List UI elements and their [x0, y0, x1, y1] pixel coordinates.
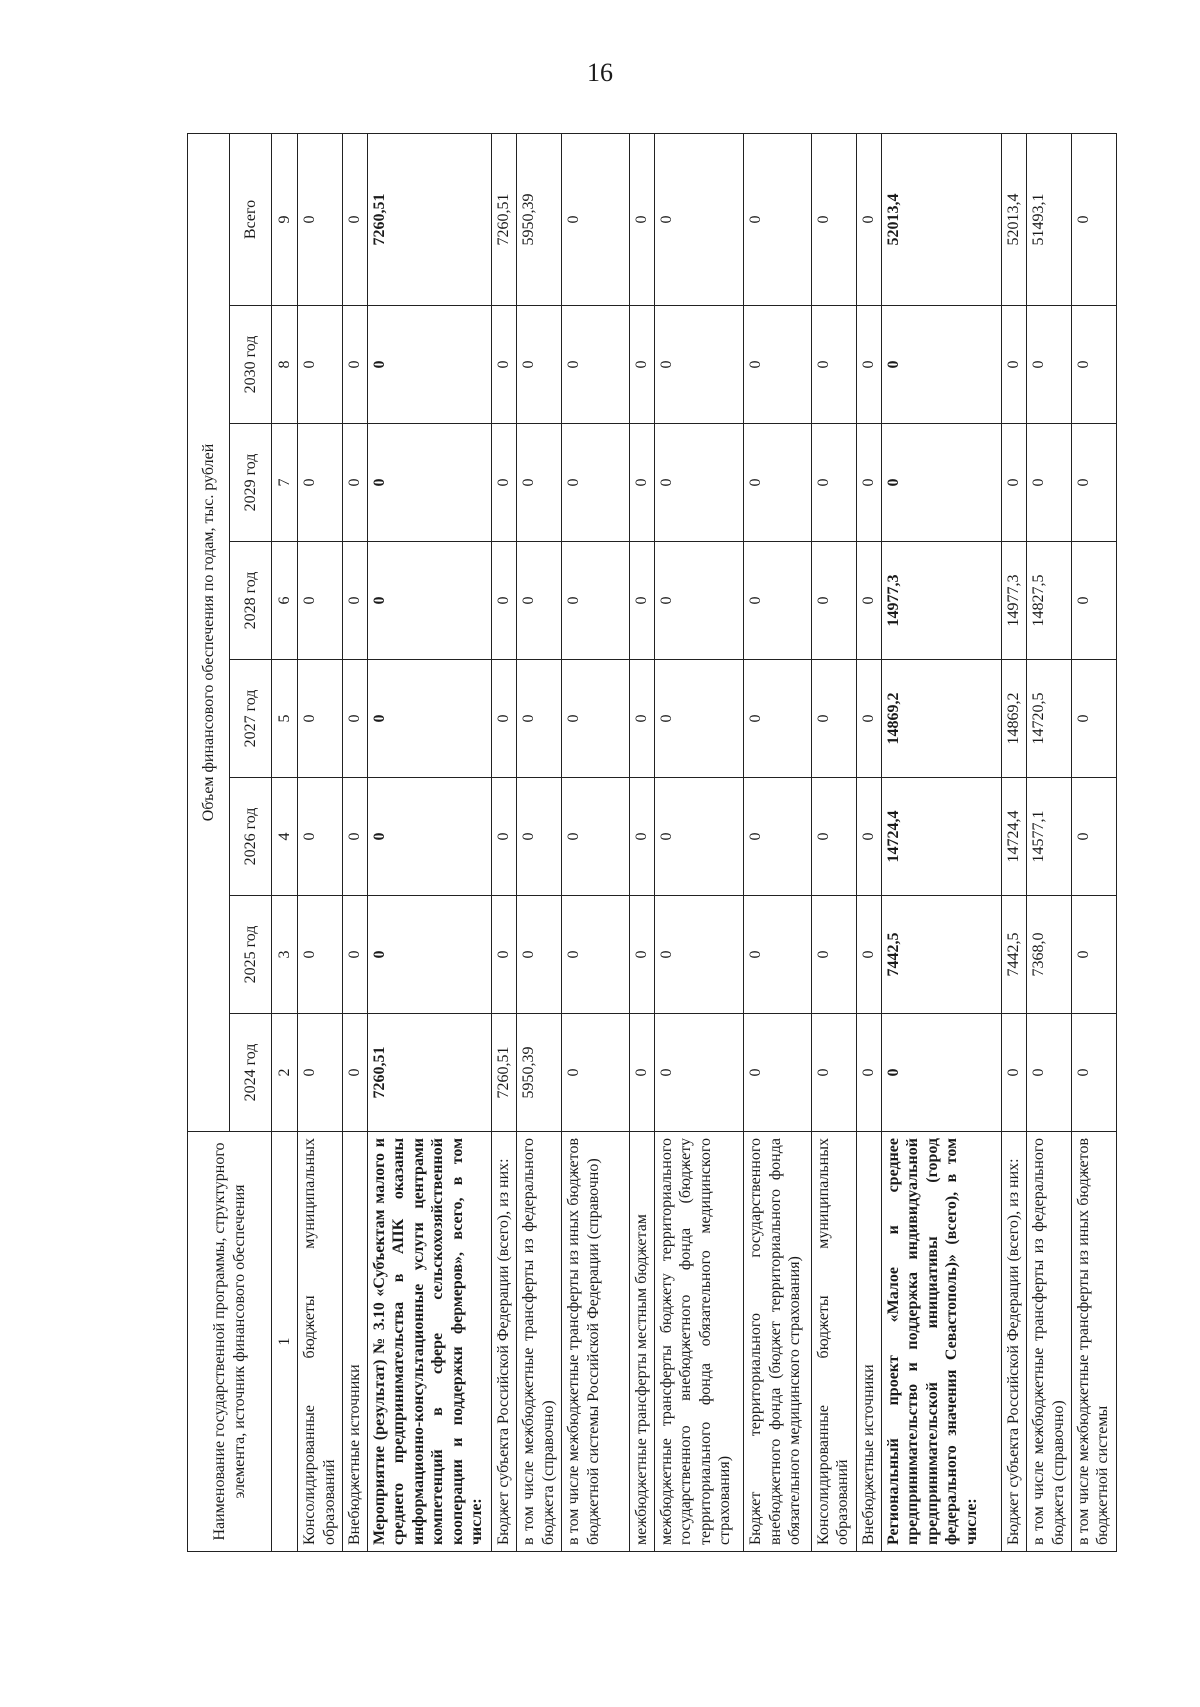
value-2030: 0	[1027, 306, 1072, 424]
table-row	[298, 133, 343, 1551]
value-2024: 0	[562, 1014, 629, 1132]
value-2025: 0	[562, 896, 629, 1014]
value-2026: 0	[811, 778, 856, 896]
value-2027: 0	[856, 660, 881, 778]
value-2026: 0	[342, 778, 367, 896]
value-2029: 0	[492, 424, 517, 542]
header-name-column: Наименование государственной программы, структурного элемента, источник финансового обеспечения	[188, 1132, 272, 1552]
value-2027: 0	[562, 660, 629, 778]
row-name: Бюджет территориального государственного внебюджетного фонда (бюджет территориального фонда обязательного медицинского страхования)	[744, 1132, 811, 1552]
value-2030: 0	[744, 306, 811, 424]
value-total: 0	[562, 133, 629, 305]
value-2025: 7368,0	[1027, 896, 1072, 1014]
value-2028: 0	[562, 542, 629, 660]
value-2024: 0	[856, 1014, 881, 1132]
value-2026: 0	[367, 778, 492, 896]
value-2025: 0	[298, 896, 343, 1014]
value-2025: 0	[1071, 896, 1116, 1014]
value-2025: 0	[492, 896, 517, 1014]
value-2024: 0	[298, 1014, 343, 1132]
value-total: 0	[629, 133, 654, 305]
value-2025: 0	[654, 896, 744, 1014]
value-total: 0	[856, 133, 881, 305]
value-2029: 0	[1002, 424, 1027, 542]
value-2030: 0	[811, 306, 856, 424]
value-2029: 0	[298, 424, 343, 542]
value-2028: 0	[744, 542, 811, 660]
value-2027: 14720,5	[1027, 660, 1072, 778]
table-row	[744, 133, 811, 1551]
value-2029: 0	[1027, 424, 1072, 542]
row-name: Региональный проект «Малое и среднее предпринимательство и поддержка индивидуальной предпринимательской инициативы (город федерального значения Севастополь)» (всего), в том числе:	[881, 1132, 1001, 1552]
value-2029: 0	[856, 424, 881, 542]
value-2028: 0	[367, 542, 492, 660]
value-2030: 0	[654, 306, 744, 424]
value-2024: 7260,51	[492, 1014, 517, 1132]
value-2027: 0	[492, 660, 517, 778]
index-cell: 8	[272, 306, 298, 424]
row-name: межбюджетные трансферты местным бюджетам	[629, 1132, 654, 1552]
value-2026: 0	[744, 778, 811, 896]
table-row	[367, 133, 492, 1551]
value-2030: 0	[517, 306, 562, 424]
value-2028: 14827,5	[1027, 542, 1072, 660]
value-2027: 0	[367, 660, 492, 778]
value-2029: 0	[744, 424, 811, 542]
value-2024: 0	[881, 1014, 1001, 1132]
header-year-2026: 2026 год	[230, 778, 272, 896]
value-2028: 0	[1071, 542, 1116, 660]
value-2024: 0	[654, 1014, 744, 1132]
value-2028: 14977,3	[1002, 542, 1027, 660]
value-2030: 0	[1002, 306, 1027, 424]
value-2030: 0	[629, 306, 654, 424]
value-2026: 0	[517, 778, 562, 896]
value-2029: 0	[562, 424, 629, 542]
value-total: 7260,51	[367, 133, 492, 305]
row-name: Внебюджетные источники	[856, 1132, 881, 1552]
row-name: Бюджет субъекта Российской Федерации (всего), из них:	[1002, 1132, 1027, 1552]
value-2024: 0	[629, 1014, 654, 1132]
value-2024: 0	[1071, 1014, 1116, 1132]
header-year-2024: 2024 год	[230, 1014, 272, 1132]
value-2026: 14724,4	[1002, 778, 1027, 896]
table-row	[1071, 133, 1116, 1551]
value-total: 52013,4	[1002, 133, 1027, 305]
value-2025: 0	[629, 896, 654, 1014]
table-row	[342, 133, 367, 1551]
value-2027: 0	[744, 660, 811, 778]
value-total: 52013,4	[881, 133, 1001, 305]
value-2029: 0	[342, 424, 367, 542]
value-2030: 0	[562, 306, 629, 424]
header-year-2028: 2028 год	[230, 542, 272, 660]
row-name: Внебюджетные источники	[342, 1132, 367, 1552]
header-year-2025: 2025 год	[230, 896, 272, 1014]
value-2024: 0	[811, 1014, 856, 1132]
value-2028: 0	[856, 542, 881, 660]
header-year-2030: 2030 год	[230, 306, 272, 424]
value-total: 0	[744, 133, 811, 305]
row-name: в том числе межбюджетные трансферты из иных бюджетов бюджетной системы	[1071, 1132, 1116, 1552]
rotated-table-container	[187, 134, 1117, 1552]
header-year-2027: 2027 год	[230, 660, 272, 778]
value-2029: 0	[811, 424, 856, 542]
value-total: 0	[342, 133, 367, 305]
value-2025: 0	[744, 896, 811, 1014]
table-row	[1002, 133, 1027, 1551]
budget-table	[187, 133, 1117, 1552]
value-2025: 0	[517, 896, 562, 1014]
value-total: 5950,39	[517, 133, 562, 305]
value-2029: 0	[654, 424, 744, 542]
value-2026: 0	[562, 778, 629, 896]
table-row	[654, 133, 744, 1551]
value-2024: 7260,51	[367, 1014, 492, 1132]
value-2026: 0	[629, 778, 654, 896]
value-2029: 0	[517, 424, 562, 542]
row-name: в том числе межбюджетные трансферты из федерального бюджета (справочно)	[1027, 1132, 1072, 1552]
index-cell: 6	[272, 542, 298, 660]
value-2029: 0	[881, 424, 1001, 542]
value-2028: 0	[517, 542, 562, 660]
value-2030: 0	[881, 306, 1001, 424]
row-name: Бюджет субъекта Российской Федерации (всего), из них:	[492, 1132, 517, 1552]
value-2025: 0	[342, 896, 367, 1014]
value-2029: 0	[367, 424, 492, 542]
index-cell: 5	[272, 660, 298, 778]
value-2025: 0	[367, 896, 492, 1014]
value-2027: 0	[811, 660, 856, 778]
value-2024: 0	[1027, 1014, 1072, 1132]
value-2027: 0	[342, 660, 367, 778]
value-2024: 0	[1002, 1014, 1027, 1132]
value-2030: 0	[298, 306, 343, 424]
value-2026: 0	[654, 778, 744, 896]
value-2030: 0	[367, 306, 492, 424]
value-total: 51493,1	[1027, 133, 1072, 305]
header-group: Объем финансового обеспечения по годам, тыс. рублей	[188, 133, 230, 1131]
value-2028: 0	[342, 542, 367, 660]
index-cell: 9	[272, 133, 298, 305]
value-total: 0	[1071, 133, 1116, 305]
index-cell: 7	[272, 424, 298, 542]
value-2025: 7442,5	[1002, 896, 1027, 1014]
value-2027: 0	[298, 660, 343, 778]
table-row	[492, 133, 517, 1551]
table-row	[1027, 133, 1072, 1551]
value-2027: 14869,2	[1002, 660, 1027, 778]
table-row	[562, 133, 629, 1551]
value-2024: 5950,39	[517, 1014, 562, 1132]
index-cell: 2	[272, 1014, 298, 1132]
value-2027: 0	[629, 660, 654, 778]
value-2025: 0	[811, 896, 856, 1014]
value-2026: 0	[298, 778, 343, 896]
value-2026: 0	[492, 778, 517, 896]
value-2030: 0	[1071, 306, 1116, 424]
value-2026: 0	[1071, 778, 1116, 896]
index-cell: 1	[272, 1132, 298, 1552]
value-2028: 0	[654, 542, 744, 660]
table-row	[629, 133, 654, 1551]
row-name: Консолидированные бюджеты муниципальных образований	[298, 1132, 343, 1552]
page-number: 16	[587, 58, 613, 87]
row-name: Консолидированные бюджеты муниципальных образований	[811, 1132, 856, 1552]
value-2028: 0	[492, 542, 517, 660]
value-2028: 0	[298, 542, 343, 660]
row-name: в том числе межбюджетные трансферты из федерального бюджета (справочно)	[517, 1132, 562, 1552]
table-row	[811, 133, 856, 1551]
value-2030: 0	[342, 306, 367, 424]
value-2028: 14977,3	[881, 542, 1001, 660]
value-2029: 0	[629, 424, 654, 542]
value-2030: 0	[856, 306, 881, 424]
row-name: в том числе межбюджетные трансферты из иных бюджетов бюджетной системы Российской Федерации (справочно)	[562, 1132, 629, 1552]
header-total: Всего	[230, 133, 272, 305]
value-2024: 0	[744, 1014, 811, 1132]
value-2026: 14577,1	[1027, 778, 1072, 896]
value-2028: 0	[811, 542, 856, 660]
value-2027: 14869,2	[881, 660, 1001, 778]
table-row	[517, 133, 562, 1551]
index-cell: 4	[272, 778, 298, 896]
table-row	[881, 133, 1001, 1551]
header-year-2029: 2029 год	[230, 424, 272, 542]
value-total: 0	[298, 133, 343, 305]
value-2028: 0	[629, 542, 654, 660]
value-2025: 0	[856, 896, 881, 1014]
row-name: межбюджетные трансферты бюджету территориального государственного внебюджетного фонда (бюджету территориального фонда обязательного медицинского страхования)	[654, 1132, 744, 1552]
value-2026: 14724,4	[881, 778, 1001, 896]
value-total: 0	[654, 133, 744, 305]
table-row	[856, 133, 881, 1551]
row-name: Мероприятие (результат) № 3.10 «Субъектам малого и среднего предпринимательства в АПК оказаны информационно-консультационные услуги центрами компетенций в сфере сельскохозяйственной кооперации и поддержки фермеров», всего, в том числе:	[367, 1132, 492, 1552]
index-cell: 3	[272, 896, 298, 1014]
value-2030: 0	[492, 306, 517, 424]
value-2027: 0	[654, 660, 744, 778]
value-2026: 0	[856, 778, 881, 896]
value-2027: 0	[1071, 660, 1116, 778]
value-2025: 7442,5	[881, 896, 1001, 1014]
value-2027: 0	[517, 660, 562, 778]
value-total: 0	[811, 133, 856, 305]
value-total: 7260,51	[492, 133, 517, 305]
value-2029: 0	[1071, 424, 1116, 542]
value-2024: 0	[342, 1014, 367, 1132]
